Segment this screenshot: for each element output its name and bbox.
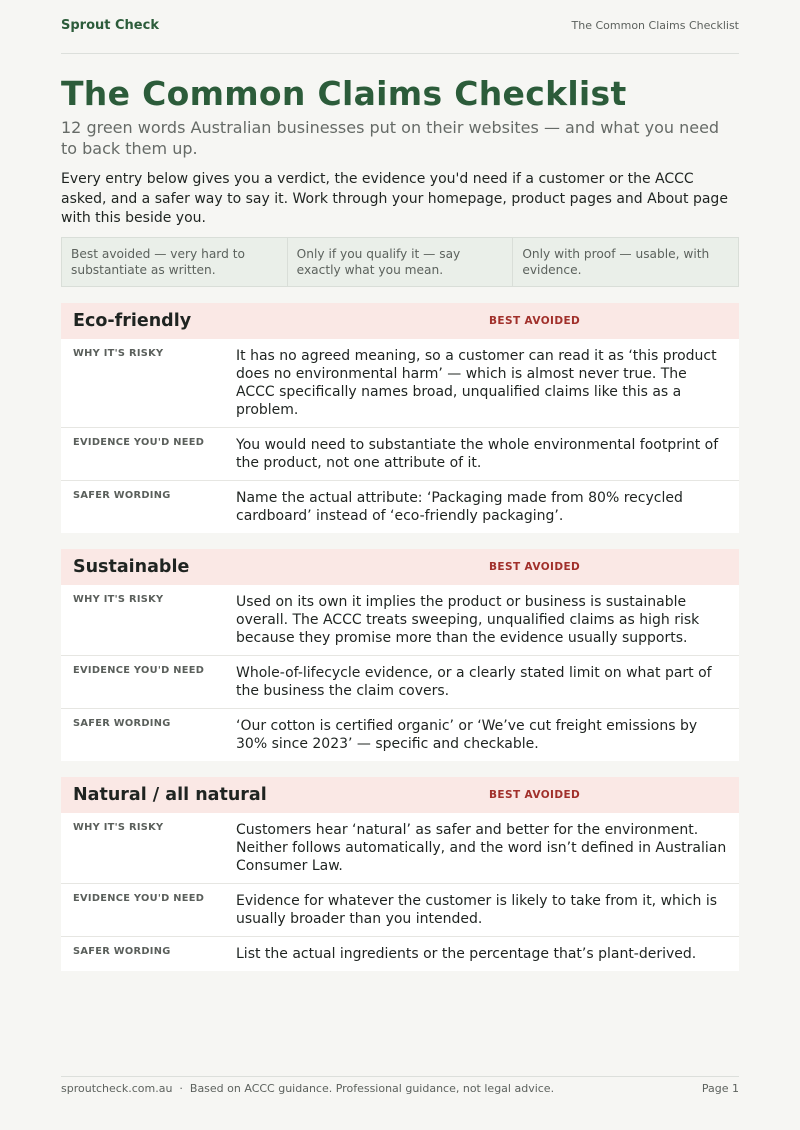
claim-card-sustainable bbox=[61, 549, 739, 761]
claim-row-evidence bbox=[61, 883, 739, 936]
claim-row-risk bbox=[61, 813, 739, 883]
claim-card-natural bbox=[61, 777, 739, 971]
claim-row-evidence bbox=[61, 655, 739, 708]
legend-only-if-qualified: Only if you qualify it — say exactly what you mean. bbox=[287, 238, 513, 286]
claim-title: Natural / all natural bbox=[73, 784, 267, 805]
page-footer bbox=[61, 1076, 739, 1095]
claim-header bbox=[61, 549, 739, 585]
page-subtitle: 12 green words Australian businesses put on their websites — and what you need to back them up. bbox=[61, 118, 720, 158]
header-doc-title: The Common Claims Checklist bbox=[571, 19, 739, 32]
row-label: EVIDENCE YOU'D NEED bbox=[73, 436, 205, 448]
footer-source: sproutcheck.com.au · Based on ACCC guidance. Professional guidance, not legal advice. bbox=[61, 1082, 555, 1095]
row-text: Evidence for whatever the customer is likely to take from it, which is usually broader than you intended. bbox=[236, 892, 717, 927]
claim-header bbox=[61, 303, 739, 339]
row-text: Used on its own it implies the product or business is sustainable overall. The ACCC treats sweeping, unqualified claims as high risk because they promise more than the evidence usually supports. bbox=[236, 593, 700, 646]
claim-title: Sustainable bbox=[73, 556, 190, 577]
claim-header bbox=[61, 777, 739, 813]
claim-row-evidence bbox=[61, 427, 739, 480]
claim-card-eco-friendly bbox=[61, 303, 739, 533]
claim-row-risk bbox=[61, 339, 739, 427]
row-text: ‘Our cotton is certified organic’ or ‘We’ve cut freight emissions by 30% since 2023’ — specific and checkable. bbox=[236, 717, 698, 752]
brand-name[interactable]: Sprout Check bbox=[61, 18, 159, 33]
row-label: EVIDENCE YOU'D NEED bbox=[73, 892, 205, 904]
row-text: Name the actual attribute: ‘Packaging made from 80% recycled cardboard’ instead of ‘eco-friendly packaging’. bbox=[236, 489, 683, 524]
row-text: You would need to substantiate the whole environmental footprint of the product, not one attribute of it. bbox=[236, 436, 719, 471]
row-text: Customers hear ‘natural’ as safer and better for the environment. Neither follows automatically, and the word isn’t defined in Australian Consumer Law. bbox=[236, 821, 727, 874]
claim-row-risk bbox=[61, 585, 739, 655]
verdict-badge: BEST AVOIDED bbox=[489, 314, 581, 327]
row-label: WHY IT'S RISKY bbox=[73, 821, 164, 833]
verdict-legend bbox=[61, 237, 739, 287]
row-text: List the actual ingredients or the percentage that’s plant-derived. bbox=[236, 945, 697, 962]
claim-row-safer bbox=[61, 936, 739, 971]
verdict-badge: BEST AVOIDED bbox=[489, 788, 581, 801]
row-label: WHY IT'S RISKY bbox=[73, 593, 164, 605]
page bbox=[61, 0, 739, 971]
page-number: Page 1 bbox=[701, 1082, 739, 1095]
row-label: SAFER WORDING bbox=[73, 489, 171, 501]
row-text: It has no agreed meaning, so a customer can read it as ‘this product does no environmental harm’ — which is almost never true. The ACCC specifically names broad, unqualified claims like this as a problem. bbox=[236, 347, 717, 418]
page-title: The Common Claims Checklist bbox=[61, 74, 627, 113]
row-label: SAFER WORDING bbox=[73, 945, 171, 957]
row-label: WHY IT'S RISKY bbox=[73, 347, 164, 359]
claim-row-safer bbox=[61, 480, 739, 533]
claim-row-safer bbox=[61, 708, 739, 761]
legend-best-avoided: Best avoided — very hard to substantiate as written. bbox=[71, 246, 245, 277]
row-label: EVIDENCE YOU'D NEED bbox=[73, 664, 205, 676]
row-text: Whole-of-lifecycle evidence, or a clearly stated limit on what part of the business the claim covers. bbox=[236, 664, 712, 699]
top-bar bbox=[61, 0, 739, 54]
intro-paragraph: Every entry below gives you a verdict, the evidence you'd need if a customer or the ACCC asked, and a safer way to say it. Work through your homepage, product pages and About page with this beside you. bbox=[61, 171, 728, 226]
legend-only-with-proof: Only with proof — usable, with evidence. bbox=[512, 238, 738, 286]
claim-title: Eco-friendly bbox=[73, 310, 192, 331]
row-label: SAFER WORDING bbox=[73, 717, 171, 729]
verdict-badge: BEST AVOIDED bbox=[489, 560, 581, 573]
